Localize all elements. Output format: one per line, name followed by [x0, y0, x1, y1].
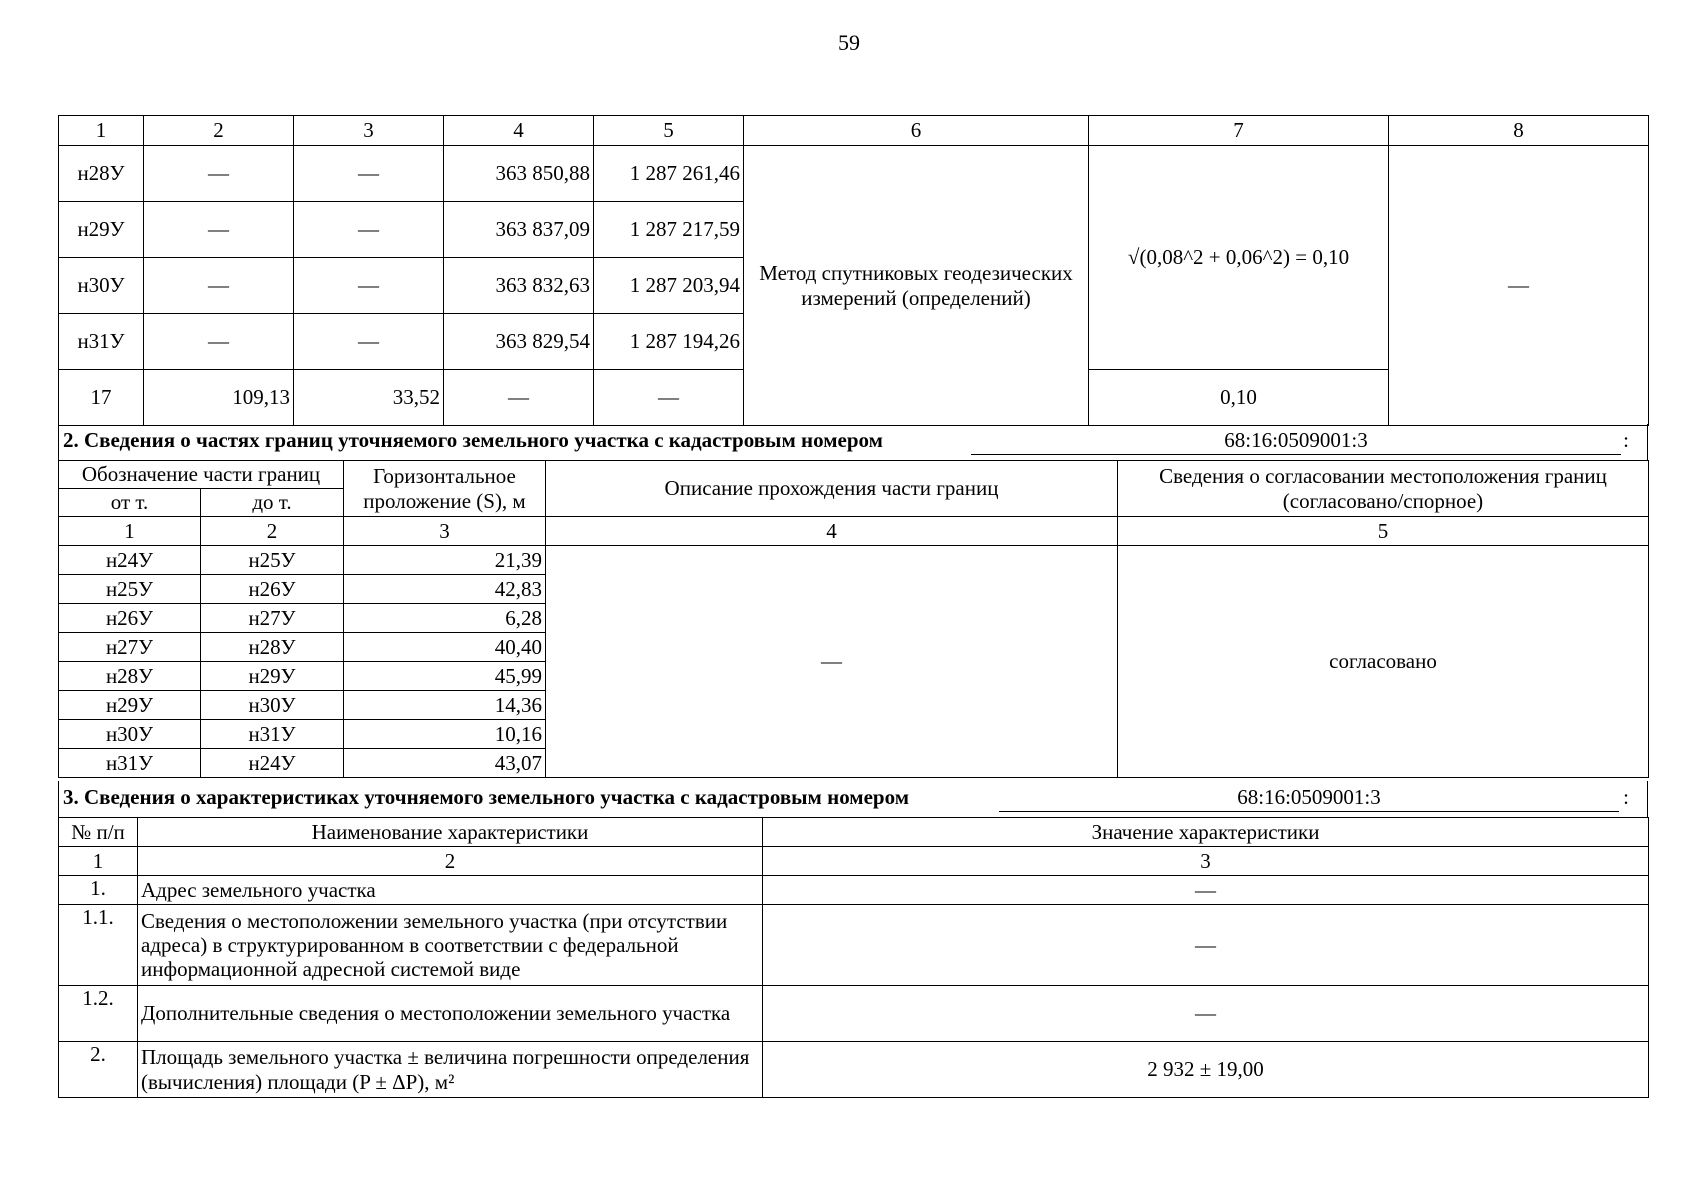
coord-y: 1 287 261,46 — [594, 146, 744, 202]
cell: 33,52 — [294, 370, 444, 426]
section2-colon: : — [1623, 428, 1629, 452]
coord-x: 363 832,63 — [444, 258, 594, 314]
section3-header — [58, 781, 1648, 817]
description-cell: — — [546, 546, 1118, 778]
col-num: 5 — [594, 116, 744, 146]
table-row — [59, 546, 1649, 575]
row-number: 1.1. — [59, 905, 138, 986]
row-number: 1.2. — [59, 986, 138, 1042]
col-num: 7 — [1089, 116, 1389, 146]
col-num: 4 — [546, 517, 1118, 546]
characteristic-name: Адрес земельного участка — [138, 876, 763, 905]
agreement-cell: согласовано — [1118, 546, 1649, 778]
column-numbers-row — [59, 847, 1649, 876]
characteristic-value: — — [763, 876, 1649, 905]
col-num: 3 — [344, 517, 546, 546]
coord-x: 363 829,54 — [444, 314, 594, 370]
to-point: н27У — [201, 604, 344, 633]
col-num: 2 — [201, 517, 344, 546]
col-num: 3 — [763, 847, 1649, 876]
coord-y: 1 287 217,59 — [594, 202, 744, 258]
section2-title: 2. Сведения о частях границ уточняемого земельного участка с кадастровым номером — [63, 428, 883, 452]
coordinates-table — [58, 115, 1648, 426]
to-point-header: до т. — [201, 489, 344, 517]
from-point: н26У — [59, 604, 201, 633]
table-row — [59, 986, 1649, 1042]
distance: 43,07 — [344, 749, 546, 778]
distance: 10,16 — [344, 720, 546, 749]
number-header: № п/п — [59, 818, 138, 847]
coord-y: — — [594, 370, 744, 426]
table-row — [59, 1042, 1649, 1098]
to-point: н31У — [201, 720, 344, 749]
point-name: 17 — [59, 370, 144, 426]
cell: — — [144, 146, 294, 202]
point-name: н30У — [59, 258, 144, 314]
from-point: н30У — [59, 720, 201, 749]
cell: — — [294, 202, 444, 258]
table-row — [59, 876, 1649, 905]
to-point: н29У — [201, 662, 344, 691]
point-name: н28У — [59, 146, 144, 202]
characteristic-value: — — [763, 905, 1649, 986]
cell: — — [294, 146, 444, 202]
page-number: 59 — [838, 30, 860, 55]
col8-cell: — — [1389, 146, 1649, 426]
col-num: 2 — [144, 116, 294, 146]
characteristic-value: 2 932 ± 19,00 — [763, 1042, 1649, 1098]
row-number: 1. — [59, 876, 138, 905]
col-num: 6 — [744, 116, 1089, 146]
boundary-parts-table — [58, 460, 1648, 778]
distance: 6,28 — [344, 604, 546, 633]
coord-x: 363 837,09 — [444, 202, 594, 258]
from-point: н25У — [59, 575, 201, 604]
point-name: н29У — [59, 202, 144, 258]
column-numbers-row — [59, 116, 1649, 146]
header-row — [59, 818, 1649, 847]
header-row — [59, 461, 1649, 489]
coord-y: 1 287 194,26 — [594, 314, 744, 370]
characteristics-table — [58, 817, 1648, 1098]
precision-formula: √(0,08^2 + 0,06^2) = 0,10 — [1089, 146, 1389, 370]
col-num: 1 — [59, 517, 201, 546]
distance: 21,39 — [344, 546, 546, 575]
cell: — — [144, 258, 294, 314]
cell: — — [294, 258, 444, 314]
table-row — [59, 146, 1649, 202]
from-point: н28У — [59, 662, 201, 691]
from-point: н27У — [59, 633, 201, 662]
cell: — — [144, 314, 294, 370]
col-num: 1 — [59, 116, 144, 146]
to-point: н30У — [201, 691, 344, 720]
to-point: н24У — [201, 749, 344, 778]
to-point: н26У — [201, 575, 344, 604]
characteristic-value: — — [763, 986, 1649, 1042]
section3-title: 3. Сведения о характеристиках уточняемого земельного участка с кадастровым номером — [63, 785, 910, 809]
point-name: н31У — [59, 314, 144, 370]
distance-header: Горизонтальное проложение (S), м — [344, 461, 546, 517]
to-point: н28У — [201, 633, 344, 662]
distance: 14,36 — [344, 691, 546, 720]
coord-x: — — [444, 370, 594, 426]
from-point-header: от т. — [59, 489, 201, 517]
value-header: Значение характеристики — [763, 818, 1649, 847]
description-header: Описание прохождения части границ — [546, 461, 1118, 517]
col-num: 2 — [138, 847, 763, 876]
distance: 40,40 — [344, 633, 546, 662]
method-cell: Метод спутниковых геодезических измерений (определений) — [744, 146, 1089, 426]
col-num: 1 — [59, 847, 138, 876]
cell: — — [144, 202, 294, 258]
section3-cadastral-number: 68:16:0509001:3 — [999, 785, 1619, 812]
agreement-header: Сведения о согласовании местоположения границ (согласовано/спорное) — [1118, 461, 1649, 517]
col-num: 4 — [444, 116, 594, 146]
coord-x: 363 850,88 — [444, 146, 594, 202]
distance: 42,83 — [344, 575, 546, 604]
column-numbers-row — [59, 517, 1649, 546]
section3-colon: : — [1623, 785, 1629, 809]
col-num: 8 — [1389, 116, 1649, 146]
row-number: 2. — [59, 1042, 138, 1098]
table-row — [59, 905, 1649, 986]
from-point: н31У — [59, 749, 201, 778]
to-point: н25У — [201, 546, 344, 575]
part-designation-header: Обозначение части границ — [59, 461, 344, 489]
section2-header — [58, 424, 1648, 460]
cell: — — [294, 314, 444, 370]
coord-y: 1 287 203,94 — [594, 258, 744, 314]
col-num: 5 — [1118, 517, 1649, 546]
distance: 45,99 — [344, 662, 546, 691]
section2-cadastral-number: 68:16:0509001:3 — [971, 428, 1621, 455]
characteristic-name: Площадь земельного участка ± величина погрешности определения (вычисления) площади (P ± ΔP), м² — [138, 1042, 763, 1098]
name-header: Наименование характеристики — [138, 818, 763, 847]
col-num: 3 — [294, 116, 444, 146]
characteristic-name: Сведения о местоположении земельного участка (при отсутствии адреса) в структурированном в соответствии с федеральной информационной адресной системой виде — [138, 905, 763, 986]
precision-value: 0,10 — [1089, 370, 1389, 426]
from-point: н24У — [59, 546, 201, 575]
from-point: н29У — [59, 691, 201, 720]
characteristic-name: Дополнительные сведения о местоположении земельного участка — [138, 986, 763, 1042]
cell: 109,13 — [144, 370, 294, 426]
